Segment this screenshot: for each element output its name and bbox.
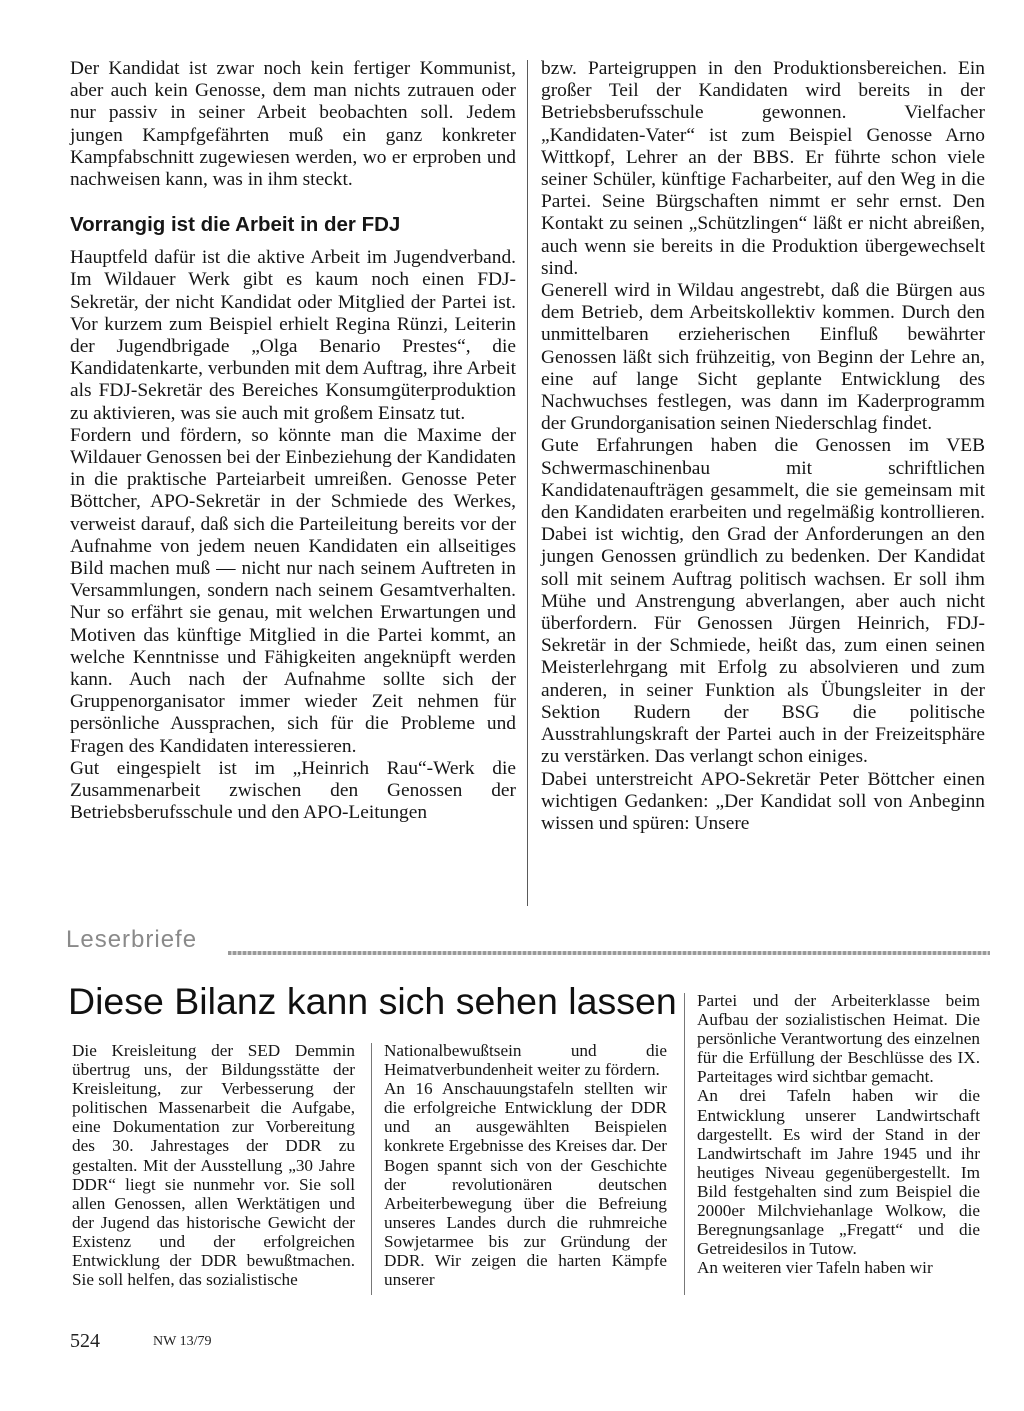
article-subheading: Vorrangig ist die Arbeit in der FDJ xyxy=(70,213,401,237)
letter-column-3 xyxy=(697,991,980,1277)
letter-column-2 xyxy=(384,1041,667,1289)
article-paragraph: Generell wird in Wildau angestrebt, daß die Bürgen aus dem Betrieb, dem Arbeitskollektiv kommen. Durch den unmittelbaren erzieherischen Einfluß bewährter Genossen läßt sich frühzeitig, von Beginn der Lehre an, eine auf lange Sicht geplante Entwicklung des Nachwuchses festlegen, was dann im Kaderprogramm der Grundorganisation seinen Niederschlag findet. xyxy=(541,280,985,435)
letter-paragraph: An 16 Anschauungstafeln stellten wir die erfolgreiche Entwicklung der DDR und an ausgewählten Beispielen konkrete Ergebnisse des Kreises dar. Der Bogen spannt sich von der Geschichte der revolutionären deutschen Arbeiterbewegung über die Befreiung unseres Landes durch die ruhmreiche Sowjetarmee bis zur Gründung der DDR. Wir zeigen die harten Kämpfe unserer xyxy=(384,1079,667,1290)
article-left-column xyxy=(70,58,516,825)
letter-paragraph: Nationalbewußtsein und die Heimatverbundenheit weiter zu fördern. xyxy=(384,1041,667,1080)
letter-headline: Diese Bilanz kann sich sehen lassen xyxy=(68,980,677,1022)
letter-paragraph: An drei Tafeln haben wir die Entwicklung unserer Landwirtschaft dargestellt. Es wird der Stand in der Landwirtschaft im Jahre 1945 und ihr heutiges Niveau gegenübergestellt. Im Bild festgehalten sind zum Beispiel die 2000er Milchviehanlage Wolkow, die Beregnungsanlage „Fregatt“ und die Getreidesilos in Tutow. xyxy=(697,1086,980,1259)
column-divider xyxy=(527,60,528,906)
letter-column-1 xyxy=(72,1041,355,1289)
article-paragraph: Gut eingespielt ist im „Heinrich Rau“-Werk die Zusammenarbeit zwischen den Genossen der Betriebsberufsschule und den APO-Leitungen xyxy=(70,757,516,824)
issue-label: NW 13/79 xyxy=(153,1334,212,1349)
section-rubric: Leserbriefe xyxy=(66,926,198,953)
article-paragraph: Hauptfeld dafür ist die aktive Arbeit im Jugendverband. Im Wildauer Werk gibt es kaum noch einen FDJ-Sekretär, der nicht Kandidat oder Mitglied der Partei ist. Vor kurzem zum Beispiel erhielt Regina Rünzi, Leiterin der Jugendbrigade „Olga Benario Prestes“, die Kandidatenkarte, verbunden mit dem Auftrag, ihre Arbeit als FDJ-Sekretär des Bereiches Konsumgüterproduktion zu aktivieren, was sie auch mit großem Einsatz tut. xyxy=(70,247,516,424)
article-paragraph: Gute Erfahrungen haben die Genossen im VEB Schwermaschinenbau mit schriftlichen Kandidatenaufträgen gesammelt, die sie gemeinsam mit den Kandidaten erarbeiten und regelmäßig kontrollieren. Dabei ist wichtig, den Grad der Anforderungen an den jungen Genossen gründlich zu bedenken. Der Kandidat soll mit seinem Auftrag politisch wachsen. Er soll ihm Mühe und Anstrengung abverlangen, aber auch nicht überfordern. Für Genossen Jürgen Heinrich, FDJ-Sekretär in der Schmiede, heißt das, zum einen seinen Meisterlehrgang mit Erfolg zu absolvieren und zum anderen, in seiner Funktion als Übungsleiter in der Sektion Rudern der BSG die politische Ausstrahlungskraft der Partei auch in der Freizeitsphäre zu verstärken. Das verlangt schon einiges. xyxy=(541,435,985,768)
letter-paragraph: Partei und der Arbeiterklasse beim Aufbau der sozialistischen Heimat. Die persönliche Verantwortung des einzelnen für die Erfüllung der Beschlüsse des IX. Parteitages wird sichtbar gemacht. xyxy=(697,991,980,1087)
rubric-rule xyxy=(228,951,990,955)
article-paragraph: Dabei unterstreicht APO-Sekretär Peter Böttcher einen wichtigen Gedanken: „Der Kandidat soll von Anbeginn wissen und spüren: Unsere xyxy=(541,768,985,834)
letter-column-rule xyxy=(684,993,685,1295)
article-paragraph: Fordern und fördern, so könnte man die Maxime der Wildauer Genossen bei der Einbeziehung der Kandidaten in die praktische Parteiarbeit umreißen. Genosse Peter Böttcher, APO-Sekretär in der Schmiede des Werkes, verweist darauf, daß sich die Parteileitung bereits vor der Aufnahme von jedem neuen Kandidaten ein allseitiges Bild machen muß — nicht nur nach seinem Auftreten in Versammlungen, sondern nach seinem Gesamtverhalten. Nur so erfährt sie genau, mit welchen Erwartungen und Motiven das künftige Mitglied in die Partei kommt, an welche Kenntnisse und Fähigkeiten angeknüpft werden kann. Auch nach der Aufnahme sollte sich der Gruppenorganisator immer wieder Zeit nehmen für persönliche Aussprachen, sich für die Probleme und Fragen des Kandidaten interessieren. xyxy=(70,424,516,757)
letter-column-rule xyxy=(371,1043,372,1295)
article-paragraph: bzw. Parteigruppen in den Produktionsbereichen. Ein großer Teil der Kandidaten wird bereits in der Betriebsberufsschule gewonnen. Vielfacher „Kandidaten-Vater“ ist zum Beispiel Genosse Arno Wittkopf, Lehrer an der BBS. Er führte schon viele seiner Schüler, künftige Facharbeiter, auf den Weg in die Partei. Seine Bürgschaften nimmt er sehr ernst. Den Kontakt zu seinen „Schützlingen“ läßt er nicht abreißen, auch wenn sie bereits in die Produktion übergewechselt sind. xyxy=(541,58,985,279)
page-number: 524 xyxy=(70,1330,100,1352)
article-paragraph: Der Kandidat ist zwar noch kein fertiger Kommunist, aber auch kein Genosse, dem man nichts zutrauen oder nur passiv in seiner Arbeit beobachten soll. Jedem jungen Kampfgefährten muß ein ganz konkreter Kampfabschnitt zugewiesen werden, wo er erproben und nachweisen kann, was in ihm steckt. xyxy=(70,58,516,191)
article-right-column xyxy=(541,58,985,835)
letter-paragraph: An weiteren vier Tafeln haben wir xyxy=(697,1258,933,1278)
letter-paragraph: Die Kreisleitung der SED Demmin übertrug uns, der Bildungsstätte der Kreisleitung, zur Verbesserung der politischen Massenarbeit die Aufgabe, eine Dokumentation zur Vorbereitung des 30. Jahrestages der DDR zu gestalten. Mit der Ausstellung „30 Jahre DDR“ liegt sie nunmehr vor. Sie soll allen Genossen, allen Werktätigen und der Jugend das historische Gewicht der Existenz und der erfolgreichen Entwicklung der DDR bewußtmachen. Sie soll helfen, das sozialistische xyxy=(72,1041,355,1290)
